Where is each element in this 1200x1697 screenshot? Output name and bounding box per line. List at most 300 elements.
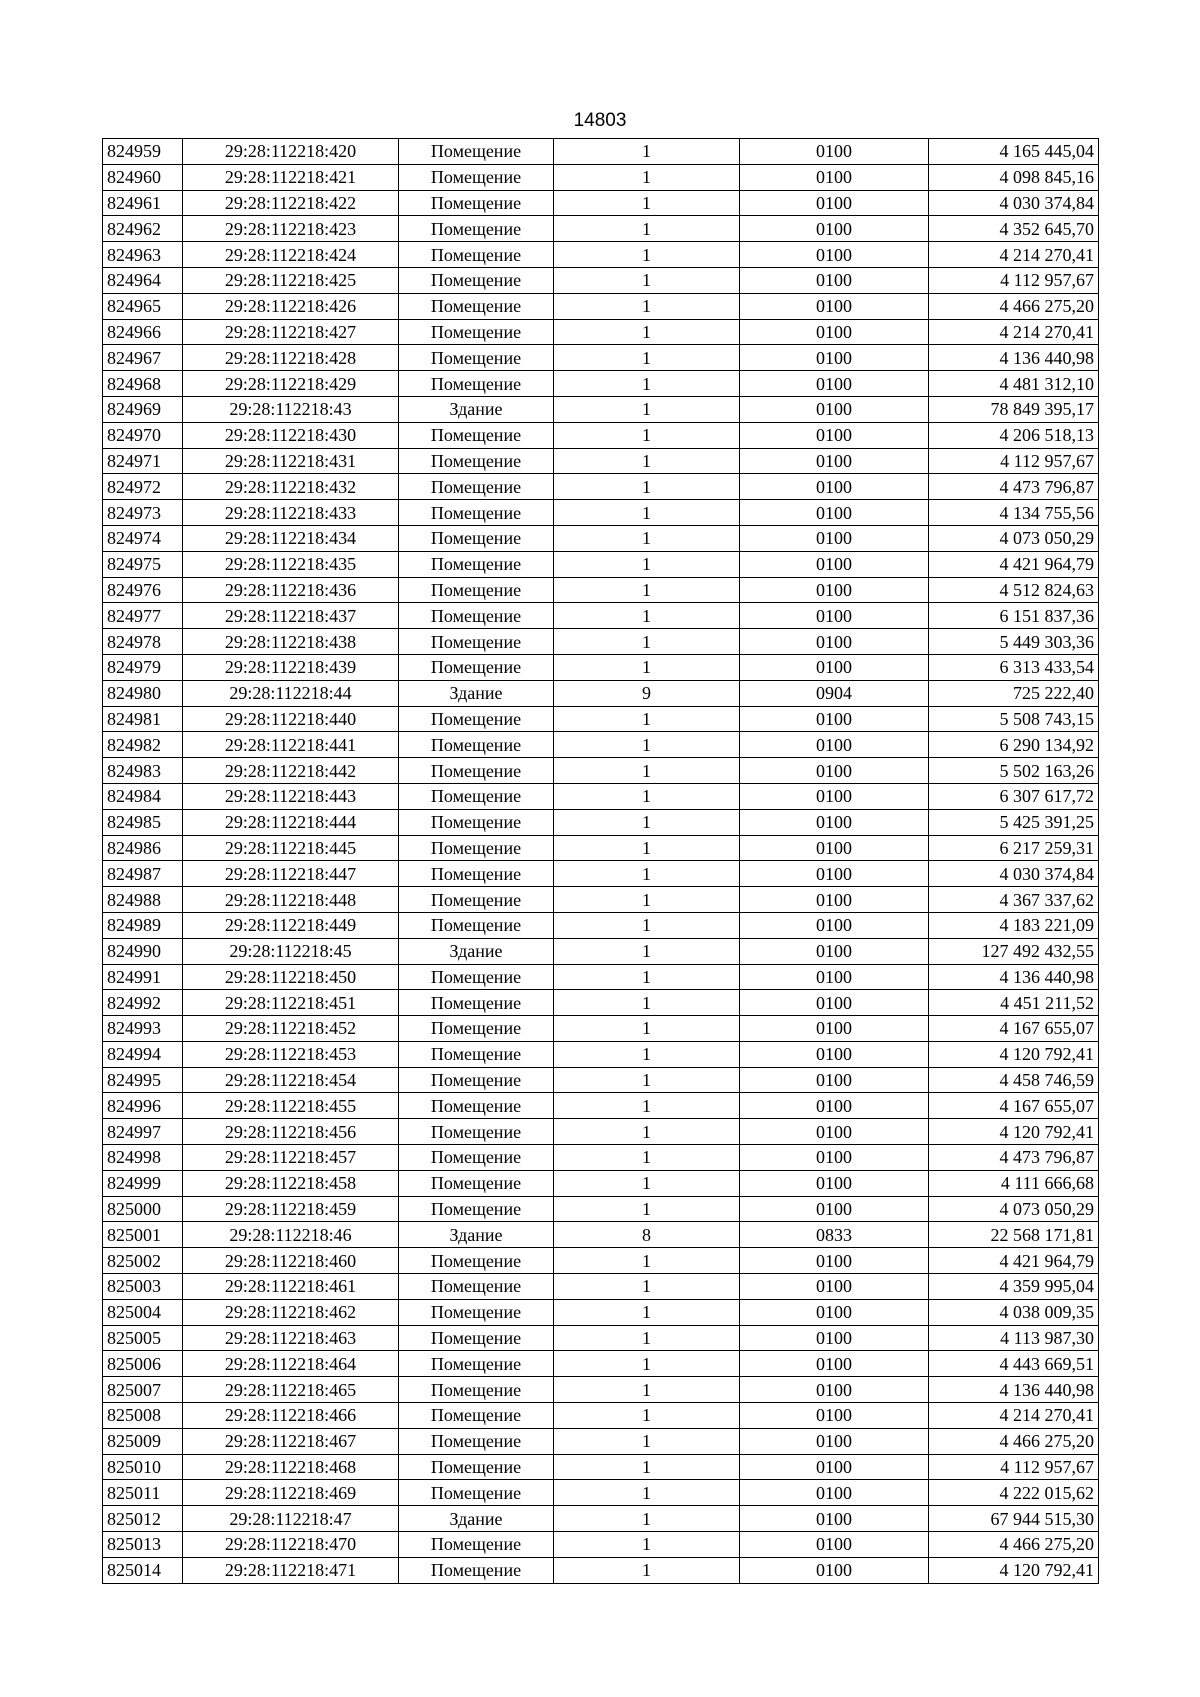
cadastral-number-cell: 29:28:112218:423 <box>183 216 399 242</box>
count-cell: 1 <box>554 1170 740 1196</box>
cadastral-number-cell: 29:28:112218:471 <box>183 1557 399 1583</box>
cadastral-number-cell: 29:28:112218:420 <box>183 139 399 165</box>
row-number-cell: 824986 <box>103 835 183 861</box>
code-cell: 0100 <box>740 1016 929 1042</box>
object-type-cell: Помещение <box>399 1145 554 1171</box>
code-cell: 0100 <box>740 1325 929 1351</box>
cadastral-value-cell: 6 290 134,92 <box>929 732 1099 758</box>
object-type-cell: Помещение <box>399 1248 554 1274</box>
table-row <box>103 964 1099 990</box>
object-type-cell: Помещение <box>399 474 554 500</box>
count-cell: 1 <box>554 938 740 964</box>
code-cell: 0100 <box>740 1377 929 1403</box>
count-cell: 1 <box>554 1325 740 1351</box>
row-number-cell: 824980 <box>103 680 183 706</box>
count-cell: 1 <box>554 1119 740 1145</box>
cadastral-number-cell: 29:28:112218:440 <box>183 706 399 732</box>
row-number-cell: 824995 <box>103 1067 183 1093</box>
count-cell: 1 <box>554 242 740 268</box>
object-type-cell: Помещение <box>399 448 554 474</box>
cadastral-value-cell: 78 849 395,17 <box>929 396 1099 422</box>
count-cell: 1 <box>554 887 740 913</box>
object-type-cell: Помещение <box>399 525 554 551</box>
table-body <box>103 139 1099 1584</box>
cadastral-value-cell: 4 111 666,68 <box>929 1170 1099 1196</box>
code-cell: 0100 <box>740 1248 929 1274</box>
table-row <box>103 396 1099 422</box>
code-cell: 0100 <box>740 1480 929 1506</box>
count-cell: 1 <box>554 990 740 1016</box>
cadastral-number-cell: 29:28:112218:457 <box>183 1145 399 1171</box>
cadastral-number-cell: 29:28:112218:442 <box>183 758 399 784</box>
cadastral-value-cell: 6 307 617,72 <box>929 783 1099 809</box>
code-cell: 0100 <box>740 1196 929 1222</box>
object-type-cell: Помещение <box>399 964 554 990</box>
code-cell: 0100 <box>740 1506 929 1532</box>
row-number-cell: 825008 <box>103 1403 183 1429</box>
count-cell: 1 <box>554 525 740 551</box>
count-cell: 1 <box>554 267 740 293</box>
code-cell: 0100 <box>740 912 929 938</box>
row-number-cell: 824999 <box>103 1170 183 1196</box>
code-cell: 0100 <box>740 396 929 422</box>
count-cell: 8 <box>554 1222 740 1248</box>
code-cell: 0100 <box>740 216 929 242</box>
row-number-cell: 824961 <box>103 190 183 216</box>
object-type-cell: Помещение <box>399 345 554 371</box>
cadastral-number-cell: 29:28:112218:459 <box>183 1196 399 1222</box>
object-type-cell: Помещение <box>399 1403 554 1429</box>
table-row <box>103 1170 1099 1196</box>
count-cell: 1 <box>554 835 740 861</box>
row-number-cell: 825014 <box>103 1557 183 1583</box>
table-row <box>103 1196 1099 1222</box>
cadastral-value-cell: 127 492 432,55 <box>929 938 1099 964</box>
row-number-cell: 825001 <box>103 1222 183 1248</box>
object-type-cell: Помещение <box>399 1299 554 1325</box>
cadastral-value-cell: 4 112 957,67 <box>929 267 1099 293</box>
cadastral-value-cell: 4 421 964,79 <box>929 551 1099 577</box>
count-cell: 1 <box>554 732 740 758</box>
cadastral-number-cell: 29:28:112218:425 <box>183 267 399 293</box>
cadastral-value-cell: 4 466 275,20 <box>929 1428 1099 1454</box>
cadastral-value-cell: 725 222,40 <box>929 680 1099 706</box>
cadastral-number-cell: 29:28:112218:445 <box>183 835 399 861</box>
table-row <box>103 654 1099 680</box>
count-cell: 1 <box>554 1067 740 1093</box>
table-row <box>103 1351 1099 1377</box>
cadastral-number-cell: 29:28:112218:453 <box>183 1041 399 1067</box>
row-number-cell: 825006 <box>103 1351 183 1377</box>
table-row <box>103 448 1099 474</box>
count-cell: 1 <box>554 345 740 371</box>
row-number-cell: 824963 <box>103 242 183 268</box>
code-cell: 0100 <box>740 422 929 448</box>
code-cell: 0100 <box>740 1403 929 1429</box>
count-cell: 1 <box>554 1454 740 1480</box>
code-cell: 0100 <box>740 964 929 990</box>
table-row <box>103 293 1099 319</box>
count-cell: 1 <box>554 500 740 526</box>
cadastral-number-cell: 29:28:112218:44 <box>183 680 399 706</box>
code-cell: 0100 <box>740 242 929 268</box>
cadastral-number-cell: 29:28:112218:451 <box>183 990 399 1016</box>
cadastral-number-cell: 29:28:112218:422 <box>183 190 399 216</box>
count-cell: 1 <box>554 293 740 319</box>
table-row <box>103 1532 1099 1558</box>
count-cell: 9 <box>554 680 740 706</box>
code-cell: 0100 <box>740 732 929 758</box>
object-type-cell: Помещение <box>399 835 554 861</box>
count-cell: 1 <box>554 706 740 732</box>
cadastral-value-cell: 4 183 221,09 <box>929 912 1099 938</box>
row-number-cell: 824973 <box>103 500 183 526</box>
cadastral-number-cell: 29:28:112218:470 <box>183 1532 399 1558</box>
row-number-cell: 824985 <box>103 809 183 835</box>
row-number-cell: 825002 <box>103 1248 183 1274</box>
code-cell: 0100 <box>740 654 929 680</box>
table-row <box>103 267 1099 293</box>
count-cell: 1 <box>554 422 740 448</box>
row-number-cell: 824994 <box>103 1041 183 1067</box>
table-row <box>103 603 1099 629</box>
code-cell: 0100 <box>740 1351 929 1377</box>
cadastral-value-cell: 4 359 995,04 <box>929 1274 1099 1300</box>
cadastral-value-cell: 4 473 796,87 <box>929 474 1099 500</box>
row-number-cell: 824983 <box>103 758 183 784</box>
cadastral-number-cell: 29:28:112218:465 <box>183 1377 399 1403</box>
object-type-cell: Здание <box>399 938 554 964</box>
row-number-cell: 824992 <box>103 990 183 1016</box>
object-type-cell: Помещение <box>399 139 554 165</box>
table-row <box>103 577 1099 603</box>
cadastral-value-cell: 4 167 655,07 <box>929 1093 1099 1119</box>
cadastral-value-cell: 4 165 445,04 <box>929 139 1099 165</box>
cadastral-number-cell: 29:28:112218:45 <box>183 938 399 964</box>
code-cell: 0100 <box>740 1145 929 1171</box>
cadastral-value-cell: 4 214 270,41 <box>929 242 1099 268</box>
cadastral-number-cell: 29:28:112218:424 <box>183 242 399 268</box>
row-number-cell: 824967 <box>103 345 183 371</box>
table-row <box>103 1325 1099 1351</box>
count-cell: 1 <box>554 1480 740 1506</box>
table-row <box>103 1119 1099 1145</box>
code-cell: 0100 <box>740 835 929 861</box>
cadastral-value-cell: 4 136 440,98 <box>929 1377 1099 1403</box>
code-cell: 0100 <box>740 164 929 190</box>
row-number-cell: 825009 <box>103 1428 183 1454</box>
count-cell: 1 <box>554 629 740 655</box>
object-type-cell: Помещение <box>399 242 554 268</box>
cadastral-number-cell: 29:28:112218:454 <box>183 1067 399 1093</box>
count-cell: 1 <box>554 1351 740 1377</box>
row-number-cell: 825010 <box>103 1454 183 1480</box>
code-cell: 0100 <box>740 267 929 293</box>
cadastral-value-cell: 5 449 303,36 <box>929 629 1099 655</box>
table-row <box>103 371 1099 397</box>
count-cell: 1 <box>554 190 740 216</box>
cadastral-value-cell: 4 443 669,51 <box>929 1351 1099 1377</box>
cadastral-value-cell: 4 466 275,20 <box>929 293 1099 319</box>
object-type-cell: Помещение <box>399 912 554 938</box>
count-cell: 1 <box>554 783 740 809</box>
count-cell: 1 <box>554 474 740 500</box>
code-cell: 0100 <box>740 861 929 887</box>
cadastral-number-cell: 29:28:112218:455 <box>183 1093 399 1119</box>
count-cell: 1 <box>554 551 740 577</box>
code-cell: 0100 <box>740 1454 929 1480</box>
cadastral-value-cell: 4 120 792,41 <box>929 1041 1099 1067</box>
object-type-cell: Помещение <box>399 1325 554 1351</box>
code-cell: 0100 <box>740 1170 929 1196</box>
table-row <box>103 629 1099 655</box>
cadastral-value-cell: 4 352 645,70 <box>929 216 1099 242</box>
count-cell: 1 <box>554 1299 740 1325</box>
code-cell: 0100 <box>740 1041 929 1067</box>
cadastral-number-cell: 29:28:112218:447 <box>183 861 399 887</box>
count-cell: 1 <box>554 1428 740 1454</box>
cadastral-value-cell: 5 508 743,15 <box>929 706 1099 732</box>
cadastral-number-cell: 29:28:112218:469 <box>183 1480 399 1506</box>
object-type-cell: Помещение <box>399 1428 554 1454</box>
cadastral-number-cell: 29:28:112218:456 <box>183 1119 399 1145</box>
row-number-cell: 825011 <box>103 1480 183 1506</box>
object-type-cell: Помещение <box>399 551 554 577</box>
cadastral-number-cell: 29:28:112218:435 <box>183 551 399 577</box>
cadastral-value-cell: 4 214 270,41 <box>929 1403 1099 1429</box>
table-row <box>103 887 1099 913</box>
row-number-cell: 824974 <box>103 525 183 551</box>
count-cell: 1 <box>554 448 740 474</box>
object-type-cell: Здание <box>399 1506 554 1532</box>
cadastral-number-cell: 29:28:112218:448 <box>183 887 399 913</box>
table-row <box>103 1041 1099 1067</box>
row-number-cell: 824969 <box>103 396 183 422</box>
object-type-cell: Помещение <box>399 732 554 758</box>
table-row <box>103 216 1099 242</box>
object-type-cell: Помещение <box>399 422 554 448</box>
count-cell: 1 <box>554 603 740 629</box>
cadastral-value-cell: 4 451 211,52 <box>929 990 1099 1016</box>
row-number-cell: 824966 <box>103 319 183 345</box>
row-number-cell: 825013 <box>103 1532 183 1558</box>
cadastral-value-cell: 4 134 755,56 <box>929 500 1099 526</box>
row-number-cell: 824996 <box>103 1093 183 1119</box>
cadastral-value-cell: 4 073 050,29 <box>929 525 1099 551</box>
code-cell: 0100 <box>740 603 929 629</box>
table-row <box>103 835 1099 861</box>
code-cell: 0100 <box>740 448 929 474</box>
table-row <box>103 809 1099 835</box>
code-cell: 0100 <box>740 783 929 809</box>
object-type-cell: Помещение <box>399 887 554 913</box>
table-row <box>103 1222 1099 1248</box>
table-row <box>103 422 1099 448</box>
cadastral-number-cell: 29:28:112218:443 <box>183 783 399 809</box>
table-row <box>103 706 1099 732</box>
object-type-cell: Помещение <box>399 1016 554 1042</box>
table-row <box>103 139 1099 165</box>
count-cell: 1 <box>554 758 740 784</box>
cadastral-value-cell: 5 425 391,25 <box>929 809 1099 835</box>
cadastral-value-cell: 67 944 515,30 <box>929 1506 1099 1532</box>
code-cell: 0100 <box>740 1274 929 1300</box>
row-number-cell: 824959 <box>103 139 183 165</box>
cadastral-number-cell: 29:28:112218:450 <box>183 964 399 990</box>
code-cell: 0100 <box>740 1093 929 1119</box>
cadastral-number-cell: 29:28:112218:433 <box>183 500 399 526</box>
table-row <box>103 500 1099 526</box>
count-cell: 1 <box>554 1557 740 1583</box>
row-number-cell: 824971 <box>103 448 183 474</box>
cadastral-value-cell: 4 222 015,62 <box>929 1480 1099 1506</box>
cadastral-value-cell: 4 206 518,13 <box>929 422 1099 448</box>
row-number-cell: 824977 <box>103 603 183 629</box>
object-type-cell: Помещение <box>399 1377 554 1403</box>
count-cell: 1 <box>554 1041 740 1067</box>
code-cell: 0100 <box>740 1557 929 1583</box>
code-cell: 0100 <box>740 577 929 603</box>
cadastral-value-cell: 4 466 275,20 <box>929 1532 1099 1558</box>
table-row <box>103 938 1099 964</box>
table-row <box>103 319 1099 345</box>
cadastral-value-cell: 4 120 792,41 <box>929 1119 1099 1145</box>
row-number-cell: 824982 <box>103 732 183 758</box>
cadastral-value-cell: 4 136 440,98 <box>929 345 1099 371</box>
cadastral-number-cell: 29:28:112218:437 <box>183 603 399 629</box>
cadastral-number-cell: 29:28:112218:463 <box>183 1325 399 1351</box>
cadastral-number-cell: 29:28:112218:441 <box>183 732 399 758</box>
cadastral-number-cell: 29:28:112218:444 <box>183 809 399 835</box>
object-type-cell: Помещение <box>399 1557 554 1583</box>
cadastral-number-cell: 29:28:112218:430 <box>183 422 399 448</box>
object-type-cell: Помещение <box>399 990 554 1016</box>
cadastral-value-cell: 22 568 171,81 <box>929 1222 1099 1248</box>
code-cell: 0100 <box>740 629 929 655</box>
count-cell: 1 <box>554 1093 740 1119</box>
table-row <box>103 758 1099 784</box>
object-type-cell: Помещение <box>399 1351 554 1377</box>
cadastral-value-cell: 6 313 433,54 <box>929 654 1099 680</box>
object-type-cell: Помещение <box>399 1532 554 1558</box>
cadastral-number-cell: 29:28:112218:426 <box>183 293 399 319</box>
cadastral-value-cell: 4 112 957,67 <box>929 1454 1099 1480</box>
object-type-cell: Помещение <box>399 629 554 655</box>
code-cell: 0100 <box>740 525 929 551</box>
object-type-cell: Помещение <box>399 654 554 680</box>
table-row <box>103 525 1099 551</box>
object-type-cell: Помещение <box>399 1093 554 1119</box>
cadastral-number-cell: 29:28:112218:47 <box>183 1506 399 1532</box>
page-number: 14803 <box>573 110 627 131</box>
cadastral-number-cell: 29:28:112218:434 <box>183 525 399 551</box>
code-cell: 0100 <box>740 706 929 732</box>
table-row <box>103 1377 1099 1403</box>
table-row <box>103 1274 1099 1300</box>
cadastral-value-cell: 4 421 964,79 <box>929 1248 1099 1274</box>
cadastral-value-cell: 4 098 845,16 <box>929 164 1099 190</box>
cadastral-number-cell: 29:28:112218:462 <box>183 1299 399 1325</box>
table-row <box>103 1067 1099 1093</box>
object-type-cell: Помещение <box>399 1274 554 1300</box>
cadastral-value-cell: 4 112 957,67 <box>929 448 1099 474</box>
row-number-cell: 825004 <box>103 1299 183 1325</box>
cadastral-number-cell: 29:28:112218:461 <box>183 1274 399 1300</box>
cadastral-value-cell: 4 136 440,98 <box>929 964 1099 990</box>
table-row <box>103 912 1099 938</box>
code-cell: 0100 <box>740 1067 929 1093</box>
code-cell: 0100 <box>740 551 929 577</box>
cadastral-number-cell: 29:28:112218:43 <box>183 396 399 422</box>
row-number-cell: 824987 <box>103 861 183 887</box>
object-type-cell: Помещение <box>399 577 554 603</box>
table-row <box>103 732 1099 758</box>
object-type-cell: Помещение <box>399 809 554 835</box>
cadastral-number-cell: 29:28:112218:467 <box>183 1428 399 1454</box>
row-number-cell: 825000 <box>103 1196 183 1222</box>
cadastral-number-cell: 29:28:112218:429 <box>183 371 399 397</box>
cadastral-value-cell: 4 512 824,63 <box>929 577 1099 603</box>
cadastral-number-cell: 29:28:112218:428 <box>183 345 399 371</box>
object-type-cell: Здание <box>399 1222 554 1248</box>
code-cell: 0100 <box>740 809 929 835</box>
row-number-cell: 825003 <box>103 1274 183 1300</box>
table-row <box>103 1428 1099 1454</box>
row-number-cell: 824968 <box>103 371 183 397</box>
count-cell: 1 <box>554 1377 740 1403</box>
count-cell: 1 <box>554 1145 740 1171</box>
table-row <box>103 1248 1099 1274</box>
object-type-cell: Помещение <box>399 758 554 784</box>
code-cell: 0100 <box>740 139 929 165</box>
count-cell: 1 <box>554 1196 740 1222</box>
count-cell: 1 <box>554 809 740 835</box>
count-cell: 1 <box>554 654 740 680</box>
cadastral-number-cell: 29:28:112218:421 <box>183 164 399 190</box>
code-cell: 0100 <box>740 758 929 784</box>
count-cell: 1 <box>554 912 740 938</box>
row-number-cell: 824960 <box>103 164 183 190</box>
code-cell: 0100 <box>740 990 929 1016</box>
count-cell: 1 <box>554 164 740 190</box>
table-row <box>103 474 1099 500</box>
cadastral-number-cell: 29:28:112218:438 <box>183 629 399 655</box>
row-number-cell: 824965 <box>103 293 183 319</box>
row-number-cell: 824984 <box>103 783 183 809</box>
cadastral-value-cell: 4 030 374,84 <box>929 190 1099 216</box>
object-type-cell: Помещение <box>399 319 554 345</box>
cadastral-value-cell: 6 217 259,31 <box>929 835 1099 861</box>
code-cell: 0833 <box>740 1222 929 1248</box>
code-cell: 0100 <box>740 371 929 397</box>
code-cell: 0100 <box>740 500 929 526</box>
row-number-cell: 824991 <box>103 964 183 990</box>
count-cell: 1 <box>554 1532 740 1558</box>
count-cell: 1 <box>554 371 740 397</box>
table-row <box>103 861 1099 887</box>
row-number-cell: 824979 <box>103 654 183 680</box>
cadastral-number-cell: 29:28:112218:436 <box>183 577 399 603</box>
row-number-cell: 825012 <box>103 1506 183 1532</box>
cadastral-value-cell: 4 073 050,29 <box>929 1196 1099 1222</box>
cadastral-value-cell: 4 473 796,87 <box>929 1145 1099 1171</box>
object-type-cell: Помещение <box>399 216 554 242</box>
cadastral-value-cell: 6 151 837,36 <box>929 603 1099 629</box>
row-number-cell: 824997 <box>103 1119 183 1145</box>
row-number-cell: 824993 <box>103 1016 183 1042</box>
count-cell: 1 <box>554 861 740 887</box>
object-type-cell: Помещение <box>399 1170 554 1196</box>
